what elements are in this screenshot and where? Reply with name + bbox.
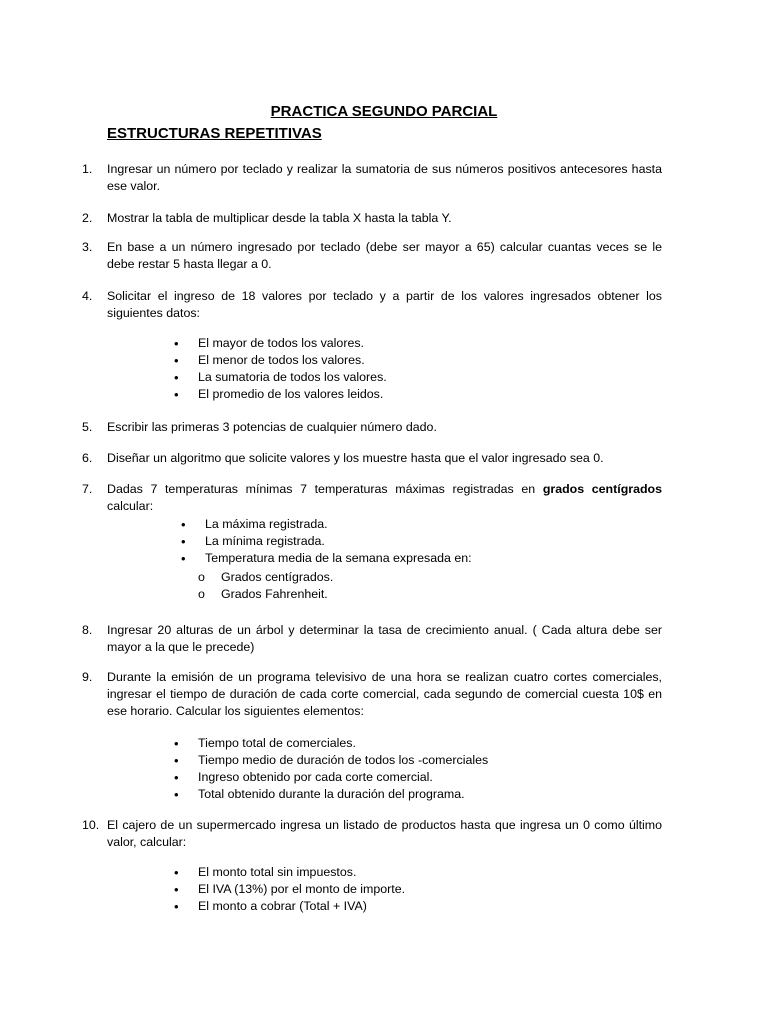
exercise-text: En base a un número ingresado por teclado (debe ser mayor a 65) calcular cuantas veces se le debe restar 5 hasta llegar a 0. <box>107 240 662 271</box>
exercise-text: Ingresar 20 alturas de un árbol y determinar la tasa de crecimiento anual. ( Cada altura debe ser mayor a la que le precede) <box>107 623 662 654</box>
document-title: PRACTICA SEGUNDO PARCIAL <box>270 103 498 120</box>
exercise-text: Ingresar un número por teclado y realizar la sumatoria de sus números positivos antecesores hasta ese valor. <box>107 162 662 193</box>
list-item: • La mínima registrada. <box>181 533 472 550</box>
exercise-text: Mostrar la tabla de multiplicar desde la tabla X hasta la tabla Y. <box>107 211 452 225</box>
exercise-4 <box>82 288 662 322</box>
exercise-text: El cajero de un supermercado ingresa un listado de productos hasta que ingresa un 0 como último valor, calcular: <box>107 818 662 849</box>
emphasized-text: grados centígrados <box>542 482 663 496</box>
exercise-text-part: calcular: <box>107 499 154 513</box>
list-item: • El monto a cobrar (Total + IVA) <box>174 898 405 915</box>
list-item: • Ingreso obtenido por cada corte comercial. <box>174 769 488 786</box>
exercise-number: 10. <box>82 818 100 832</box>
list-item: • Temperatura media de la semana expresada en: <box>181 550 472 567</box>
exercise-6 <box>82 450 662 467</box>
exercise-2 <box>82 210 662 227</box>
exercise-8 <box>82 622 662 656</box>
list-item: • Tiempo medio de duración de todos los -comerciales <box>174 752 488 769</box>
exercise-7 <box>82 481 662 515</box>
exercise-3 <box>82 239 662 273</box>
list-item: • El monto total sin impuestos. <box>174 864 405 881</box>
document-subtitle: ESTRUCTURAS REPETITIVAS <box>107 125 322 142</box>
list-item: • La máxima registrada. <box>181 516 472 533</box>
exercise-number: 2. <box>82 211 93 225</box>
list-item: • El mayor de todos los valores. <box>174 335 387 352</box>
exercise-number: 4. <box>82 289 93 303</box>
exercise-10-bullets <box>174 864 405 915</box>
list-item: • Tiempo total de comerciales. <box>174 735 488 752</box>
exercise-number: 7. <box>82 482 93 496</box>
list-item: • Total obtenido durante la duración del programa. <box>174 786 488 803</box>
exercise-1 <box>82 161 662 195</box>
list-item: • El IVA (13%) por el monto de importe. <box>174 881 405 898</box>
list-item: • La sumatoria de todos los valores. <box>174 369 387 386</box>
exercise-number: 6. <box>82 451 93 465</box>
exercise-text: Solicitar el ingreso de 18 valores por teclado y a partir de los valores ingresados obtener los siguientes datos: <box>107 289 662 320</box>
exercise-text <box>107 481 662 515</box>
exercise-text-part: Dadas 7 temperaturas mínimas 7 temperaturas máximas registradas en <box>107 482 543 496</box>
exercise-number: 1. <box>82 162 93 176</box>
sub-list-item: o Grados centígrados. <box>198 569 333 586</box>
exercise-9-bullets <box>174 735 488 803</box>
exercise-5 <box>82 419 662 436</box>
exercise-7-subbullets <box>198 569 333 603</box>
exercise-number: 5. <box>82 420 93 434</box>
exercise-text: Durante la emisión de un programa televisivo de una hora se realizan cuatro cortes comerciales, ingresar el tiempo de duración de cada corte comercial, cada segundo de comercial cuesta 10$ en ese horario. Calcular los siguientes elementos: <box>107 670 662 718</box>
exercise-text: Escribir las primeras 3 potencias de cualquier número dado. <box>107 420 437 434</box>
exercise-number: 9. <box>82 670 93 684</box>
sub-list-item: o Grados Fahrenheit. <box>198 586 333 603</box>
list-item: • El menor de todos los valores. <box>174 352 387 369</box>
exercise-10 <box>82 817 662 851</box>
exercise-9 <box>82 669 662 720</box>
exercise-number: 3. <box>82 240 93 254</box>
list-item: • El promedio de los valores leidos. <box>174 386 387 403</box>
exercise-7-bullets <box>181 516 472 567</box>
exercise-text: Diseñar un algoritmo que solicite valores y los muestre hasta que el valor ingresado sea 0. <box>107 451 604 465</box>
exercise-4-bullets <box>174 335 387 403</box>
exercise-number: 8. <box>82 623 93 637</box>
